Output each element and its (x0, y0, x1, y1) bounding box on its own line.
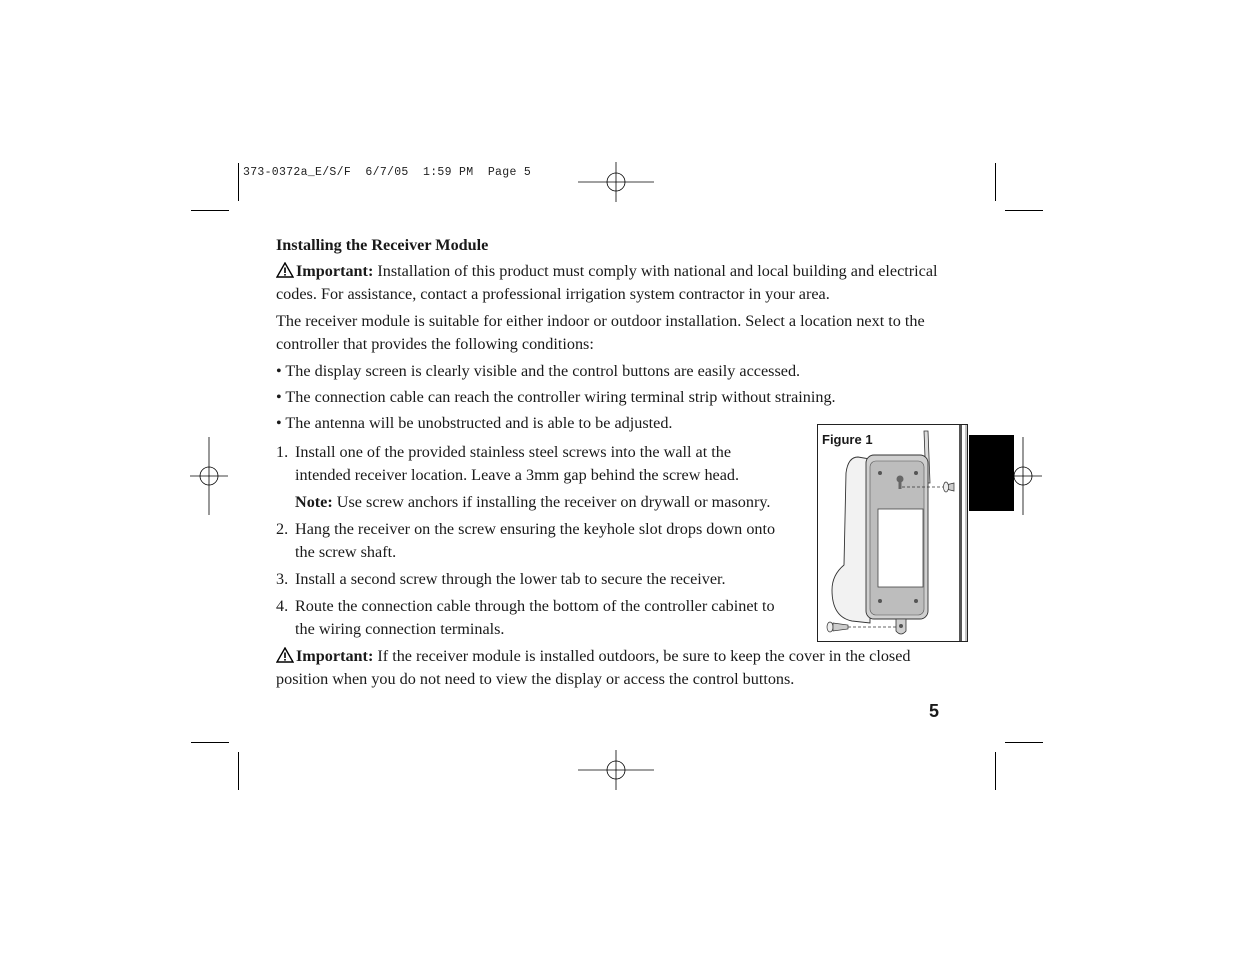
note (276, 491, 815, 514)
important-label: Important: (296, 262, 374, 280)
note-text: Use screw anchors if installing the receiver on drywall or masonry. (332, 493, 771, 511)
section-tab (969, 435, 1014, 511)
crop-mark (191, 210, 229, 211)
crop-mark (238, 752, 239, 790)
print-slug: 373-0372a_E/S/F 6/7/05 1:59 PM Page 5 (243, 166, 532, 179)
important-label: Important: (296, 647, 374, 665)
step-text: Install one of the provided stainless steel screws into the wall at the intended receiver location. Leave a 3mm gap behind the screw head. (295, 443, 740, 484)
important-notice (276, 260, 966, 306)
warning-triangle-icon (276, 647, 294, 663)
registration-mark-icon (578, 750, 658, 790)
warning-triangle-icon (276, 262, 294, 278)
step-text: Route the connection cable through the bottom of the controller cabinet to the wiring connection terminals. (295, 597, 775, 638)
install-step (276, 518, 796, 564)
receiver-illustration (818, 425, 967, 641)
install-step (276, 595, 796, 641)
install-step (276, 441, 796, 487)
install-step (276, 568, 796, 591)
step-number: 3. (276, 570, 289, 588)
condition-bullet: • The antenna will be unobstructed and is able to be adjusted. (276, 414, 673, 432)
condition-bullet: • The display screen is clearly visible and the control buttons are easily accessed. (276, 362, 801, 380)
step-text: Hang the receiver on the screw ensuring the keyhole slot drops down onto the screw shaft. (295, 520, 776, 561)
step-number: 1. (276, 443, 289, 461)
important-text: Installation of this product must comply with national and local building and electrical codes. For assistance, contact a professional irrigation system contractor in your area. (276, 262, 938, 303)
condition-bullet: • The connection cable can reach the controller wiring terminal strip without straining. (276, 388, 836, 406)
step-number: 4. (276, 597, 289, 615)
figure-label: Figure 1 (822, 432, 873, 447)
crop-mark (191, 742, 229, 743)
step-text: Install a second screw through the lower tab to secure the receiver. (295, 570, 726, 588)
section-heading: Installing the Receiver Module (276, 236, 489, 254)
crop-mark (1005, 210, 1043, 211)
intro-paragraph: The receiver module is suitable for either indoor or outdoor installation. Select a location next to the controller that provides the following conditions: (276, 312, 925, 353)
crop-mark (995, 163, 996, 201)
note-label: Note: (295, 493, 333, 511)
page-number: 5 (929, 701, 940, 721)
figure-1 (817, 424, 968, 642)
step-number: 2. (276, 520, 289, 538)
crop-mark (995, 752, 996, 790)
install-steps (276, 441, 796, 641)
important-text: If the receiver module is installed outdoors, be sure to keep the cover in the closed position when you do not need to view the display or access the control buttons. (276, 647, 911, 688)
registration-mark-icon (190, 437, 230, 515)
important-notice (276, 645, 966, 691)
crop-mark (238, 163, 239, 201)
crop-mark (1005, 742, 1043, 743)
registration-mark-icon (578, 162, 658, 202)
